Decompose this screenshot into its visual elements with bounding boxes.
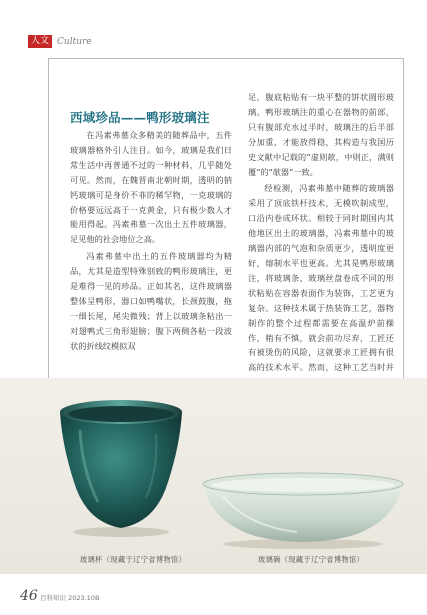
section-badge: 人文 (28, 35, 52, 48)
glass-bowl-photo (197, 470, 409, 550)
paragraph: 冯素弗墓中出土的五件玻璃器均为精品，尤其是造型特殊别致的鸭形玻璃注，更是难得一见的珍品。正如其名，这件玻璃器整体呈鸭形，器口如鸭嘴状，长颈鼓腹，拖一细长尾，尾尖微残；背上以玻璃条粘出一对翅鸭式三角形翅膀；腹下两侧各粘一段波状的折线纹模拟双 (70, 251, 232, 351)
glass-cup-photo (46, 390, 196, 540)
publication-info: 百科知识 2023.10B (40, 594, 100, 602)
caption-glass-bowl: 玻璃碗（现藏于辽宁省博物馆） (258, 555, 365, 564)
caption-glass-cup: 玻璃杯（现藏于辽宁省博物馆） (80, 555, 187, 564)
article-column-left (70, 128, 232, 356)
article-title: 西域珍品——鸭形玻璃注 (70, 110, 210, 125)
section-label-en: Culture (57, 36, 92, 47)
paragraph: 经检测，冯素弗墓中随葬的玻璃器采用了顶底铁杆技术，无模吹制成型，口沿内卷成环状。相较于同时期国内其他地区出土的玻璃器，冯素弗墓中的玻璃器内部的气泡和杂质更少，透明度更好，熔制水平也更高。尤其是鸭形玻璃注，将玻璃条、玻璃丝盘卷成不同的形状粘贴在容器表面作为装饰，工艺更为复杂。这种技术属于热装饰工艺，器物制作的整个过程都需要在高温炉前操作，稍有不慎，就会前功尽弃，工匠还有被烫伤的风险，这就要求工匠拥有很高的技术水平。然而，这种工艺当时并 (248, 183, 394, 373)
section-tag (28, 35, 92, 48)
page-number: 46 (20, 588, 38, 604)
paragraph: 在冯素弗墓众多精美的随葬品中，五件玻璃器格外引人注目。如今，玻璃是我们日常生活中再普通不过的一种材料，几乎随处可见。然而，在魏晋南北朝时期，透明的钠钙玻璃可是身价不菲的稀罕物，一克玻璃的价格要远远高于一克黄金，只有极少数人才能用得起。冯素弗墓一次出土五件玻璃器，足见他的社会地位之高。 (70, 130, 232, 245)
paragraph: 足，腹底粘贴有一块平整的饼状圆形玻璃。鸭形玻璃注的重心在器物的前部，只有腹部充水过半时，玻璃注的后半部分加重，才能放得稳，其构造与我国历史文献中记载的“虚则欹，中则正，满则覆”的“欹器”一致。 (248, 92, 394, 177)
